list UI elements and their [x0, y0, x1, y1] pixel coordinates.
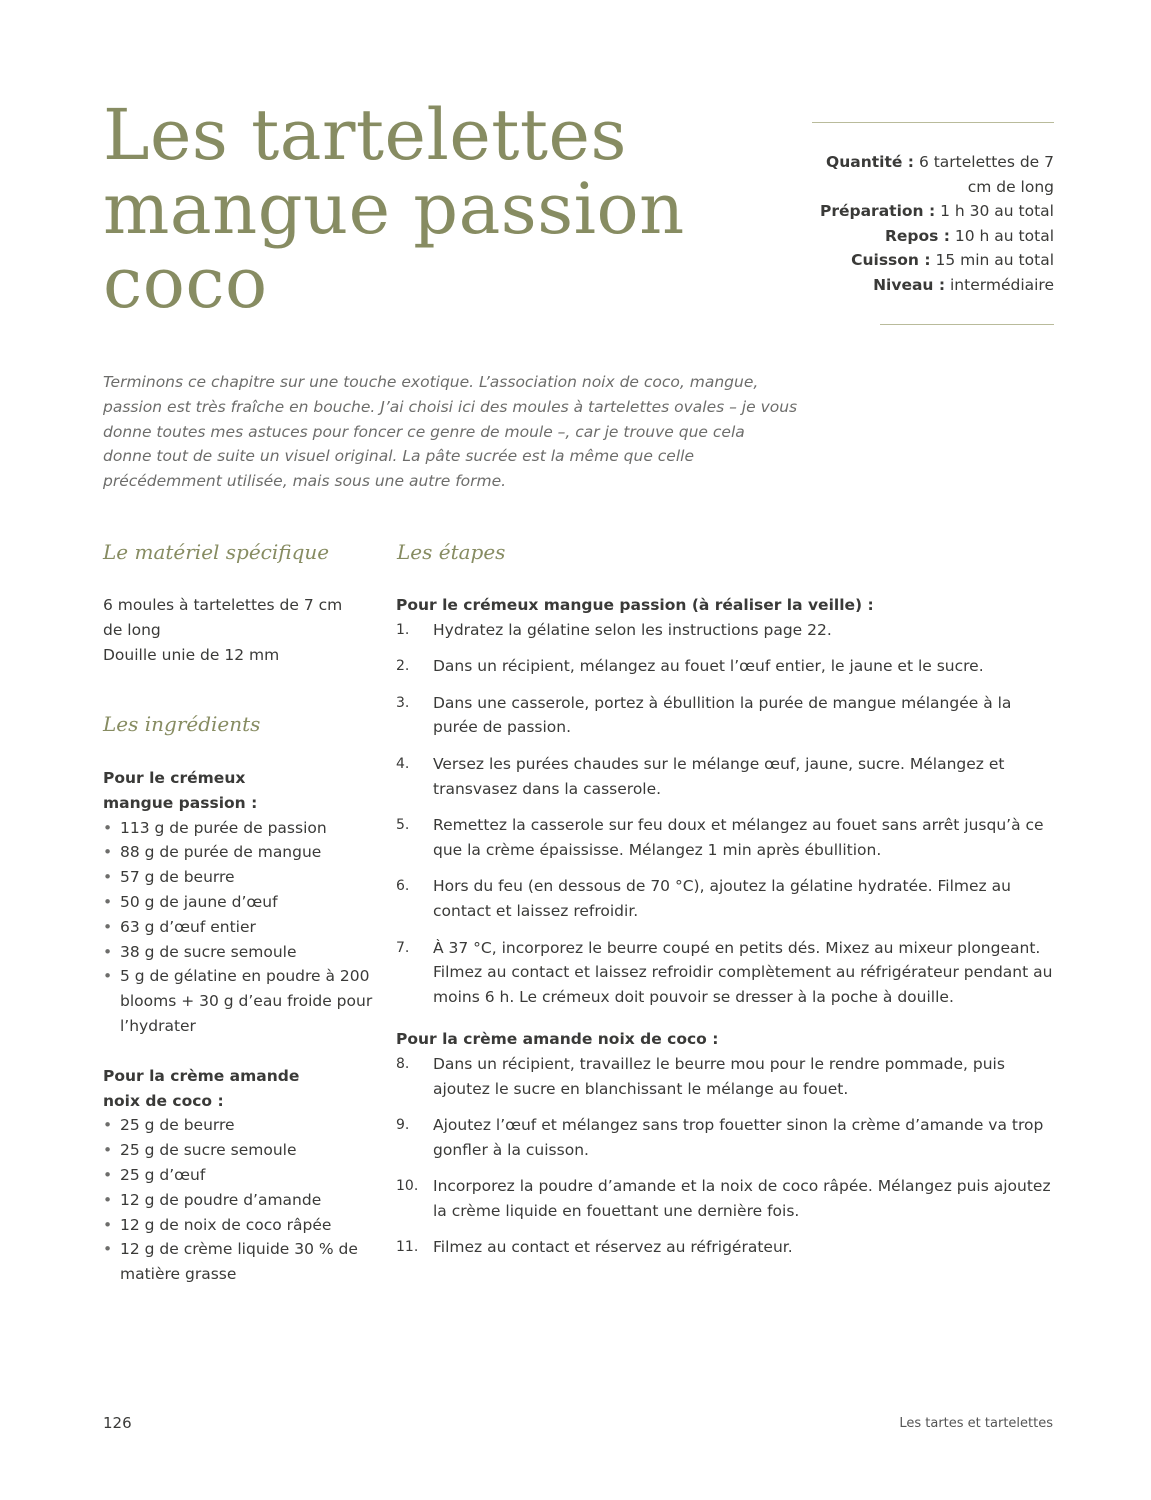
step-number: 6.: [396, 878, 410, 895]
step-item: [396, 936, 1058, 1010]
ingredient-item: • 12 g de crème liquide 30 % de matière grasse: [103, 1237, 373, 1287]
info-preparation: Préparation : 1 h 30 au total: [819, 202, 1054, 221]
step-item: [396, 752, 1058, 801]
step-number: 2.: [396, 658, 410, 675]
step-item: [396, 874, 1058, 923]
ingredient-item: • 12 g de noix de coco râpée: [103, 1213, 373, 1238]
step-text: Dans un récipient, travaillez le beurre mou pour le rendre pommade, puis ajoutez le sucre en blanchissant le mélange au fouet.: [433, 1054, 1005, 1098]
step-number: 8.: [396, 1055, 410, 1072]
step-text: Dans une casserole, portez à ébullition la purée de mangue mélangée à la purée de passion.: [433, 693, 1012, 737]
steps-list-creme-amande: [396, 1052, 1058, 1260]
step-item: [396, 1235, 1058, 1260]
etapes-heading: Les étapes: [397, 540, 506, 564]
step-number: 10.: [396, 1178, 419, 1195]
ingredients-group-title: Pour la crème amande noix de coco :: [103, 1066, 300, 1110]
ingredient-item: • 5 g de gélatine en poudre à 200 blooms + 30 g d’eau froide pour l’hydrater: [103, 964, 373, 1038]
step-text: Remettez la casserole sur feu doux et mélangez au fouet sans arrêt jusqu’à ce que la crème épaississe. Mélangez 1 min après ébullition.: [433, 816, 1044, 859]
step-text: Hydratez la gélatine selon les instructions page 22.: [433, 620, 832, 639]
step-number: 4.: [396, 755, 410, 772]
section-name: Les tartes et tartelettes: [899, 1416, 1053, 1431]
step-item: [396, 618, 1058, 643]
info-cuisson: Cuisson : 15 min au total: [851, 251, 1054, 270]
step-text: Versez les purées chaudes sur le mélange œuf, jaune, sucre. Mélangez et transvasez dans la casserole.: [433, 754, 1005, 798]
materiel-list: [103, 593, 343, 667]
info-repos: Repos : 10 h au total: [884, 226, 1054, 245]
step-text: Filmez au contact et réservez au réfrigérateur.: [433, 1238, 793, 1257]
step-number: 7.: [396, 939, 410, 956]
materiel-item: 6 moules à tartelettes de 7 cm de long: [103, 596, 343, 639]
step-text: Ajoutez l’œuf et mélangez sans trop fouetter sinon la crème d’amande va trop gonfler à la cuisson.: [433, 1116, 1044, 1159]
info-bottom-divider: [880, 324, 1054, 325]
info-niveau: Niveau : intermédiaire: [873, 275, 1054, 294]
title-line-3: coco: [103, 242, 268, 324]
step-item: [396, 654, 1058, 679]
ingredient-item: • 25 g de beurre: [103, 1113, 373, 1138]
step-number: 3.: [396, 694, 410, 711]
step-text: Dans un récipient, mélangez au fouet l’œuf entier, le jaune et le sucre.: [433, 657, 984, 676]
intro-paragraph: Terminons ce chapitre sur une touche exotique. L’association noix de coco, mangue, passion est très fraîche en bouche. J’ai choisi ici des moules à tartelettes ovales – je vous donne toutes mes astuces pour foncer ce genre de moule –, car je trouve que cela donne tout de suite un visuel original. La pâte sucrée est la même que celle précédemment utilisée, mais sous une autre forme.: [103, 373, 798, 491]
ingredients-section: [103, 766, 373, 1287]
materiel-item: Douille unie de 12 mm: [103, 645, 280, 664]
ingredient-item: • 57 g de beurre: [103, 865, 373, 890]
step-text: Incorporez la poudre d’amande et la noix de coco râpée. Mélangez puis ajoutez la crème liquide en fouettant une dernière fois.: [433, 1177, 1051, 1220]
step-number: 11.: [396, 1239, 419, 1256]
step-number: 1.: [396, 621, 410, 638]
step-number: 5.: [396, 817, 410, 834]
ingredient-item: • 50 g de jaune d’œuf: [103, 890, 373, 915]
ingredient-item: • 25 g de sucre semoule: [103, 1138, 373, 1163]
step-item: [396, 813, 1058, 862]
ingredient-item: • 12 g de poudre d’amande: [103, 1188, 373, 1213]
steps-list-cremeux: [396, 618, 1058, 1010]
title-line-2: mangue passion: [103, 168, 685, 250]
ingredients-group-title: Pour le crémeux mangue passion :: [103, 769, 258, 812]
recipe-title: [103, 94, 783, 324]
step-item: [396, 1174, 1058, 1223]
step-text: À 37 °C, incorporez le beurre coupé en petits dés. Mixez au mixeur plongeant. Filmez au contact et laissez refroidir complètement au réfrigérateur pendant au moins 6 h. Le crémeux doit pouvoir se dresser à la poche à douille.: [433, 938, 1053, 1006]
step-item: [396, 1113, 1058, 1162]
ingredients-list-creme-amande: [103, 1113, 373, 1287]
step-text: Hors du feu (en dessous de 70 °C), ajoutez la gélatine hydratée. Filmez au contact et laissez refroidir.: [433, 877, 1011, 920]
ingredient-item: • 88 g de purée de mangue: [103, 840, 373, 865]
steps-group-title: Pour la crème amande noix de coco :: [396, 1030, 719, 1049]
ingredients-list-cremeux: [103, 816, 373, 1039]
step-item: [396, 1052, 1058, 1101]
step-item: [396, 691, 1058, 740]
title-line-1: Les tartelettes: [103, 94, 627, 176]
page-number: 126: [103, 1414, 132, 1432]
ingredient-item: • 25 g d’œuf: [103, 1163, 373, 1188]
materiel-heading: Le matériel spécifique: [103, 540, 330, 564]
recipe-info-box: [812, 122, 1054, 325]
ingredients-heading: Les ingrédients: [103, 712, 261, 736]
ingredient-item: • 63 g d’œuf entier: [103, 915, 373, 940]
ingredient-item: • 113 g de purée de passion: [103, 816, 373, 841]
steps-section: [396, 593, 1058, 1272]
ingredient-item: • 38 g de sucre semoule: [103, 940, 373, 965]
info-quantite: Quantité : 6 tartelettes de 7 cm de long: [826, 153, 1054, 196]
step-number: 9.: [396, 1117, 410, 1134]
steps-group-title: Pour le crémeux mangue passion (à réaliser la veille) :: [396, 596, 874, 614]
